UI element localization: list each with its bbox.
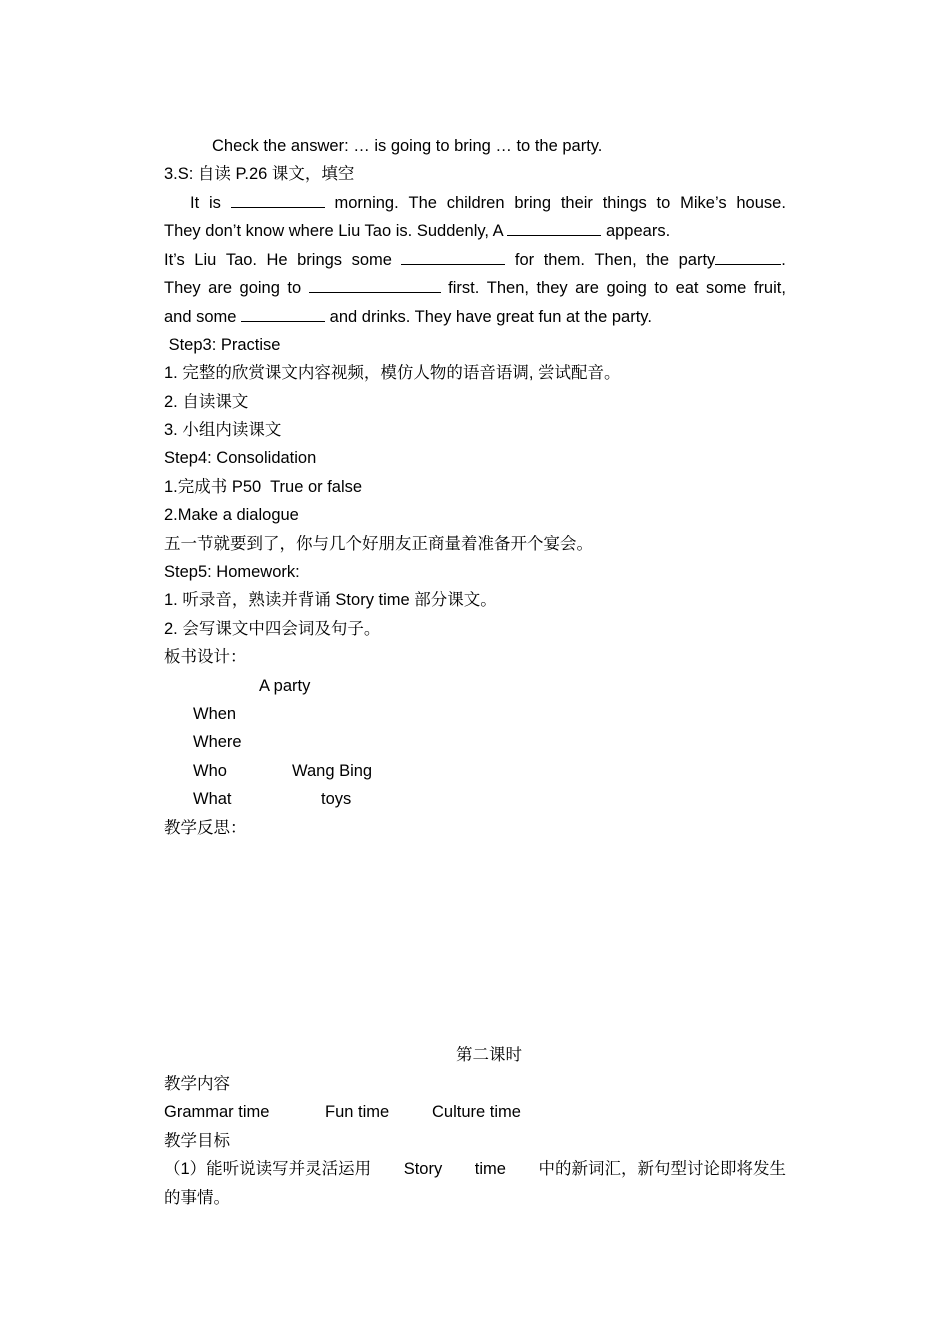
goal-1-continuation: 的事情。 (164, 1189, 230, 1207)
text-segment: （1）能听说读写并灵活运用 (164, 1160, 372, 1178)
word: the (646, 251, 670, 269)
step3-item-3: 3. 小组内读课文 (164, 421, 282, 439)
word: things (602, 194, 647, 212)
word: brings (297, 251, 343, 269)
board-when: When (193, 705, 237, 723)
party-blank-word: party . (678, 251, 786, 269)
fill-blank-appears[interactable] (507, 220, 601, 236)
word: fruit, (753, 279, 786, 297)
step4-item-3: 五一节就要到了，你与几个好朋友正商量着准备开个宴会。 (164, 535, 593, 553)
teaching-content-label: 教学内容 (164, 1075, 230, 1093)
step5-item-2: 2. 会写课文中四会词及句子。 (164, 620, 381, 638)
step3s-title: 3.S: 自读 P.26 课文，填空 (164, 165, 355, 183)
word: is (208, 194, 221, 212)
word: Mike’s (680, 194, 727, 212)
board-what: What (193, 790, 232, 808)
word: their (560, 194, 593, 212)
word: bring (514, 194, 552, 212)
passage-line-5 (164, 306, 786, 328)
text-segment: and drinks. They have great fun at the party. (329, 308, 652, 326)
word: to (287, 279, 302, 297)
word: going (239, 279, 280, 297)
fill-blank-3[interactable] (715, 249, 781, 265)
word: morning. (334, 194, 399, 212)
word: Then, (486, 279, 529, 297)
word: some (351, 251, 392, 269)
step3-item-2: 2. 自读课文 (164, 393, 249, 411)
word: are (575, 279, 599, 297)
text-segment: Story (403, 1160, 443, 1178)
board-who: Who (193, 762, 227, 780)
word: them. (543, 251, 585, 269)
text-segment: 中的新词汇，新句型讨论即将发生 (538, 1160, 786, 1178)
word: It (190, 194, 200, 212)
word: Liu (194, 251, 217, 269)
step3-item-1: 1. 完整的欣赏课文内容视频，模仿人物的语音语调, 尝试配音。 (164, 364, 621, 382)
board-design-label: 板书设计： (164, 648, 247, 666)
word: they (536, 279, 568, 297)
word: going (606, 279, 647, 297)
word: children (446, 194, 505, 212)
passage-line-1 (190, 192, 786, 214)
word: to (654, 279, 669, 297)
content-item-fun: Fun time (325, 1103, 390, 1121)
text-segment: appears. (605, 222, 671, 240)
fill-blank-1[interactable] (231, 192, 325, 208)
passage-line-4 (164, 277, 786, 299)
word: They (164, 279, 201, 297)
fill-blank-2[interactable] (401, 249, 505, 265)
word: first. (448, 279, 480, 297)
word: It’s (164, 251, 185, 269)
text-segment: and some (164, 308, 237, 326)
word: eat (675, 279, 699, 297)
word: for (514, 251, 535, 269)
step4-title: Step4: Consolidation (164, 449, 317, 467)
passage-line-3 (164, 249, 786, 271)
word: Then, (594, 251, 637, 269)
word: Tao. (225, 251, 258, 269)
teaching-goal-label: 教学目标 (164, 1132, 230, 1150)
step3-title: Step3: Practise (164, 336, 281, 354)
word: some (706, 279, 747, 297)
board-title: A party (259, 677, 311, 695)
fill-blank-4[interactable] (309, 277, 441, 293)
word: house. (736, 194, 786, 212)
fill-blank-5[interactable] (241, 306, 325, 322)
step4-item-2: 2.Make a dialogue (164, 506, 299, 524)
content-item-grammar: Grammar time (164, 1103, 270, 1121)
step5-title: Step5: Homework: (164, 563, 300, 581)
word: to (656, 194, 671, 212)
check-answer-line: Check the answer: … is going to bring … to the party. (212, 137, 603, 155)
lesson-two-heading: 第二课时 (456, 1046, 522, 1064)
word: are (208, 279, 233, 297)
teaching-reflection-label: 教学反思： (164, 819, 247, 837)
board-where: Where (193, 733, 242, 751)
word: He (266, 251, 288, 269)
goal-1-line (164, 1158, 786, 1180)
content-item-culture: Culture time (432, 1103, 521, 1121)
passage-line-2 (164, 220, 786, 242)
board-what-value: toys (321, 790, 352, 808)
text-segment: They don’t know where Liu Tao is. Suddenly, A (164, 222, 503, 240)
text-segment: time (474, 1160, 506, 1178)
step5-item-1: 1. 听录音，熟读并背诵 Story time 部分课文。 (164, 591, 497, 609)
board-who-value: Wang Bing (292, 762, 373, 780)
step4-item-1: 1.完成书 P50 True or false (164, 478, 363, 496)
word: The (408, 194, 437, 212)
